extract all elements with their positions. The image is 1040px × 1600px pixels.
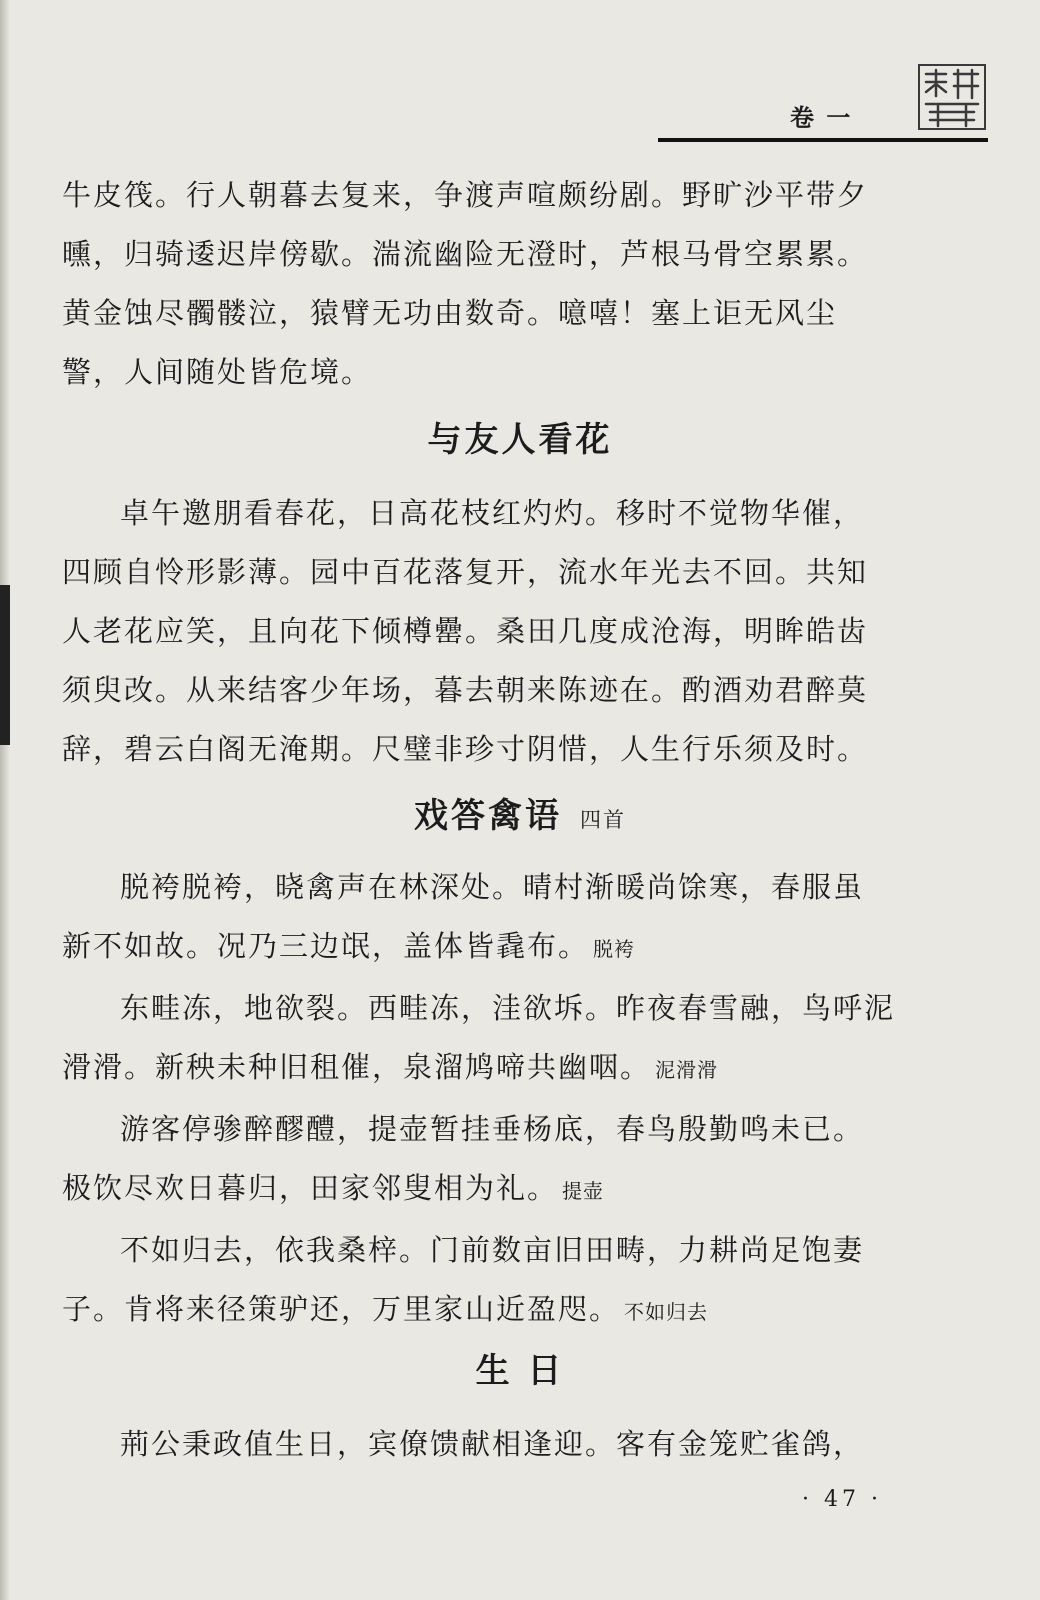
text-line: 荊公秉政值生日，宾僚馈献相逢迎。客有金笼贮雀鸽， <box>120 1427 865 1461</box>
text-line <box>62 1280 907 1342</box>
text-line: 四顾自怜形影薄。园中百花落复开，流水年光去不回。共知 <box>62 555 869 589</box>
text-line-content: 新不如故。况乃三边氓，盖体皆毳布。 <box>62 929 590 963</box>
stanza-note: 提壶 <box>562 1179 605 1203</box>
text-line: 人老花应笑，且向花下倾樽罍。桑田几度成沧海，明眸皓齿 <box>62 614 869 648</box>
binding-mark <box>0 585 10 745</box>
running-head: 卷 一 <box>790 103 853 132</box>
poem-body <box>62 1415 907 1474</box>
text-line: 脱袴脱袴，晓禽声在林深处。晴村渐暖尚馀寒，春服虽 <box>120 870 865 904</box>
poem-title-text: 戏答禽语 <box>414 796 562 836</box>
text-line: 游客停骖醉醪醴，提壶暂挂垂杨底，春鸟殷勤鸣未已。 <box>120 1112 865 1146</box>
text-line: 辞，碧云白阁无淹期。尺璧非珍寸阴惜，人生行乐须及时。 <box>62 732 869 766</box>
text-line <box>62 1038 907 1100</box>
stanza-note: 泥滑滑 <box>655 1058 719 1082</box>
text-line: 曛，归骑逶迟岸傍歇。湍流幽险无澄时，芦根马骨空累累。 <box>62 237 869 271</box>
text-line <box>62 1159 907 1221</box>
text-line-content: 极饮尽欢日暮归，田家邻叟相为礼。 <box>62 1171 559 1205</box>
poem-body <box>62 484 907 779</box>
poem-title <box>0 788 1040 837</box>
text-line: 牛皮筏。行人朝暮去复来，争渡声喧颇纷剧。野旷沙平带夕 <box>62 178 869 212</box>
page-number: · 47 · <box>802 1487 882 1512</box>
poem-title <box>0 412 1040 461</box>
text-line: 东畦冻，地欲裂。西畦冻，洼欲坼。昨夜春雪融，鸟呼泥 <box>120 991 896 1025</box>
stanza-note: 不如归去 <box>624 1300 709 1324</box>
poem-title-text: 与友人看花 <box>427 420 613 460</box>
text-line: 卓午邀朋看春花，日高花枝红灼灼。移时不觉物华催， <box>120 496 865 530</box>
text-line <box>62 917 907 979</box>
text-line: 须臾改。从来结客少年场，暮去朝来陈迹在。酌酒劝君醉莫 <box>62 673 869 707</box>
stanza-note: 脱袴 <box>593 937 636 961</box>
poem-title-text: 生 日 <box>475 1351 565 1391</box>
text-line: 黄金蚀尽髑髅泣，猿臂无功由数奇。噫嘻！塞上讵无风尘 <box>62 296 838 330</box>
text-line: 不如归去，依我桑梓。门前数亩旧田畴，力耕尚足饱妻 <box>120 1233 865 1267</box>
seal-stamp-icon <box>916 62 988 132</box>
text-line: 警，人间随处皆危境。 <box>62 355 373 389</box>
intro-paragraph <box>62 166 907 402</box>
poem-subtitle: 四首 <box>580 808 626 832</box>
text-line-content: 滑滑。新秧未种旧租催，泉溜鸠啼共幽咽。 <box>62 1050 652 1084</box>
poem-body <box>62 858 907 1342</box>
poem-title <box>0 1343 1040 1392</box>
text-line-content: 子。肯将来径策驴还，万里家山近盈咫。 <box>62 1292 621 1326</box>
header-rule <box>658 138 988 142</box>
